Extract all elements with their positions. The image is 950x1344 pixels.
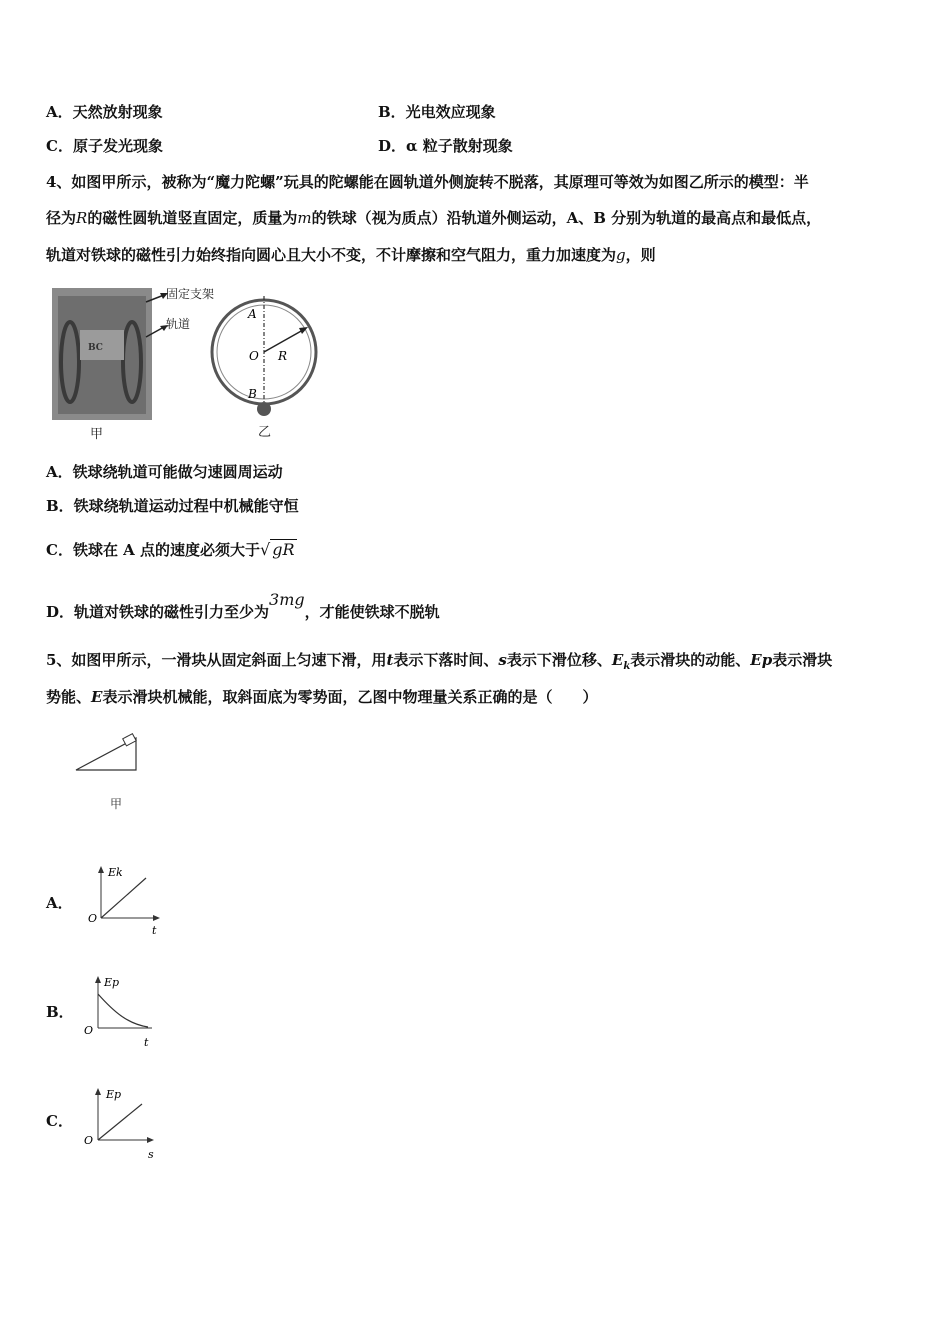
point-o: O <box>249 349 259 363</box>
label-bracket: 固定支架 <box>166 287 215 301</box>
graph-c-line <box>98 1104 142 1140</box>
q5-option-c-label: C． <box>46 1112 73 1130</box>
incline-figure <box>70 728 150 818</box>
graph-a-origin: O <box>88 912 98 925</box>
label-r: R <box>278 349 288 363</box>
q4-stem-line-2: 径为R的磁性圆轨道竖直固定，质量为m的铁球（视为质点）沿轨道外侧运动，A、B 分别为轨道的最高点和最低点， <box>46 209 822 227</box>
label-jia: 甲 <box>90 427 104 442</box>
sqrt-gr: √ gR <box>260 540 295 559</box>
q4-stem-line-1: 4、如图甲所示，被称为“魔力陀螺”玩具的陀螺能在圆轨道外侧旋转不脱落，其原理可等效为如图乙所示的模型：半 <box>46 173 809 191</box>
graph-a-ylabel: Ek <box>108 866 123 879</box>
var-r: R <box>76 209 88 227</box>
track-model <box>212 296 316 416</box>
q5-graph-b <box>84 972 164 1052</box>
graph-b-xlabel: t <box>144 1036 149 1049</box>
math-3mg: 3mg <box>269 590 305 609</box>
point-b: B <box>248 387 257 401</box>
q4-option-c: C．铁球在 A 点的速度必须大于√ gR <box>46 540 295 559</box>
q3-option-c: C．原子发光现象 <box>46 137 163 155</box>
graph-b-curve <box>98 994 148 1027</box>
graph-c-xlabel: s <box>148 1148 154 1161</box>
q3-option-d: D．α 粒子散射现象 <box>378 137 513 155</box>
incline-label: 甲 <box>110 797 123 811</box>
graph-a-xlabel: t <box>152 924 157 937</box>
q5-stem-line-1: 5、如图甲所示，一滑块从固定斜面上匀速下滑，用t表示下落时间、s表示下滑位移、$E_k$表示滑块的动能、Ep表示滑块 <box>46 651 833 672</box>
q3-option-b: B．光电效应现象 <box>378 103 496 121</box>
q5-option-b-label: B． <box>46 1003 74 1021</box>
q4-option-a: A．铁球绕轨道可能做匀速圆周运动 <box>46 463 283 481</box>
q3-option-a: A．天然放射现象 <box>46 103 163 121</box>
graph-a-line <box>101 878 146 918</box>
label-yi: 乙 <box>258 425 272 440</box>
q4-figure <box>46 282 336 442</box>
q5-option-a-label: A． <box>46 894 73 912</box>
q4-option-d: D．轨道对铁球的磁性引力至少为3mg，才能使铁球不脱轨 <box>46 590 440 621</box>
q5-stem-line-2: 势能、E表示滑块机械能，取斜面底为零势面，乙图中物理量关系正确的是（ ） <box>46 688 598 706</box>
graph-c-ylabel: Ep <box>106 1088 122 1101</box>
q5-graph-a <box>84 862 164 942</box>
q4-option-b: B．铁球绕轨道运动过程中机械能守恒 <box>46 497 299 515</box>
q5-graph-c <box>84 1082 164 1162</box>
label-track: 轨道 <box>166 317 191 331</box>
q4-stem-line-3: 轨道对铁球的磁性引力始终指向圆心且大小不变，不计摩擦和空气阻力，重力加速度为g，则 <box>46 246 656 264</box>
toy-photo <box>52 288 152 420</box>
svg-text:BC: BC <box>88 343 103 353</box>
var-m: m <box>297 209 312 227</box>
graph-c-origin: O <box>84 1134 94 1147</box>
graph-b-origin: O <box>84 1024 94 1037</box>
var-g: g <box>616 246 626 264</box>
graph-b-ylabel: Ep <box>104 976 120 989</box>
point-a: A <box>248 307 257 321</box>
